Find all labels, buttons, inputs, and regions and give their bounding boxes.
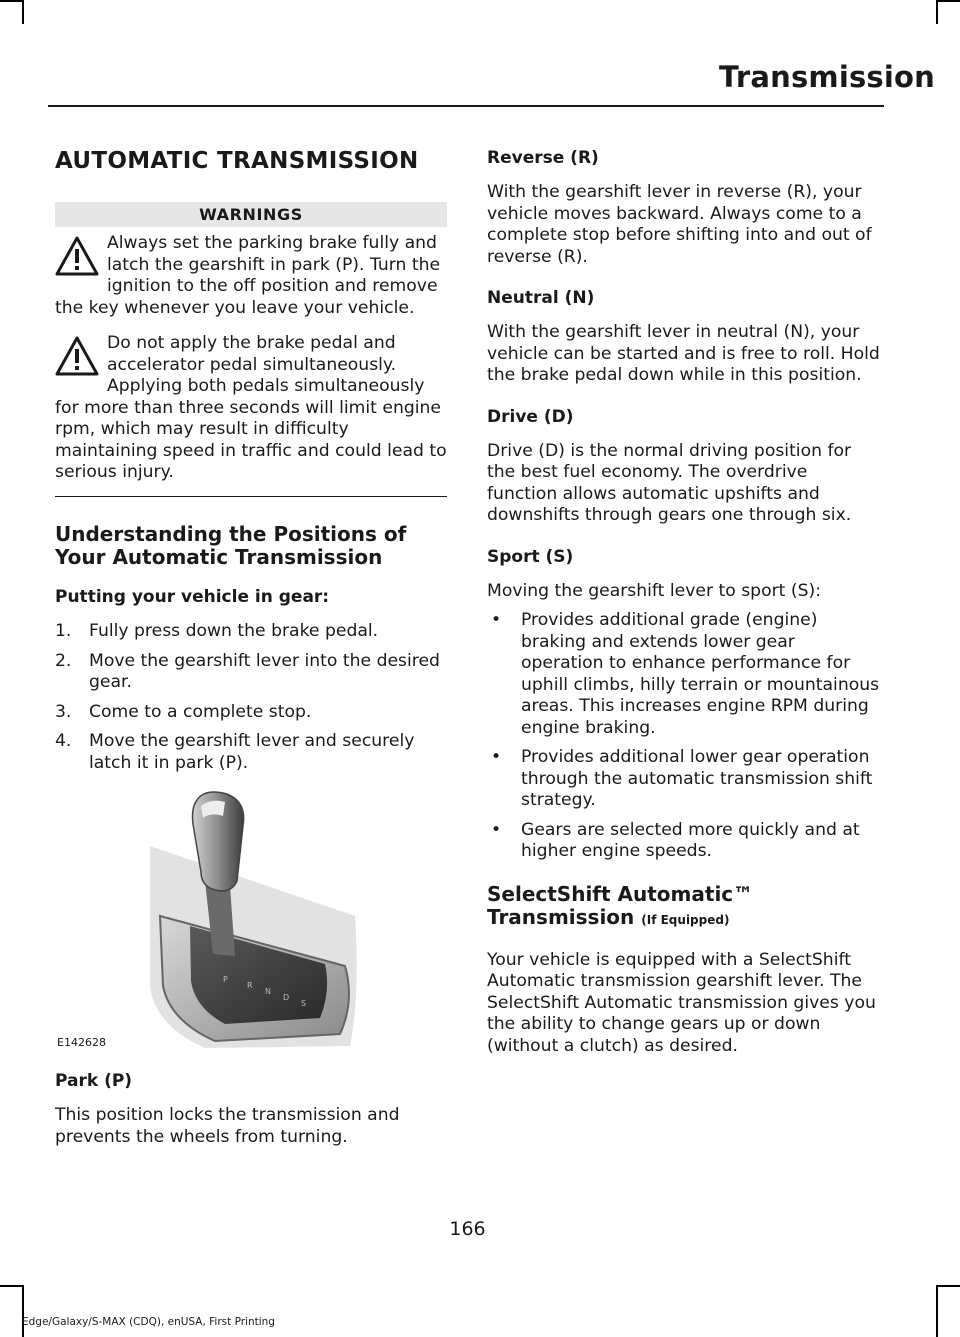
- warnings-box: [55, 202, 447, 497]
- list-item: • Provides additional lower gear operation through the automatic transmission shift strategy.: [487, 747, 882, 812]
- gear-letter: R: [247, 981, 253, 990]
- neutral-text: With the gearshift lever in neutral (N), your vehicle can be started and is free to roll. Hold the brake pedal down while in this position.: [487, 322, 880, 385]
- sport-bullets: [487, 610, 882, 863]
- gear-heading: Putting your vehicle in gear:: [55, 587, 330, 607]
- list-item: 1. Fully press down the brake pedal.: [55, 621, 379, 641]
- warnings-heading: WARNINGS: [55, 202, 447, 227]
- selectshift-heading: SelectShift Automatic™ Transmission (If Equipped): [487, 881, 754, 929]
- gearshift-figure: [55, 786, 447, 1061]
- sport-heading: Sport (S): [487, 546, 574, 567]
- crop-mark: [22, 0, 24, 24]
- gearshift-lever-illustration: [55, 786, 447, 1061]
- park-heading: Park (P): [55, 1071, 133, 1091]
- right-column: [487, 140, 882, 1071]
- park-text: This position locks the transmission and prevents the wheels from turning.: [55, 1105, 400, 1147]
- crop-mark: [938, 1285, 960, 1287]
- if-equipped-note: (If Equipped): [641, 912, 730, 927]
- list-item: • Gears are selected more quickly and at higher engine speeds.: [487, 820, 882, 863]
- crop-mark: [0, 1285, 23, 1287]
- subsection-title: Understanding the Positions of Your Automatic Transmission: [55, 522, 407, 569]
- warning-item: [55, 233, 447, 319]
- header-divider: [48, 105, 884, 107]
- list-item: 4. Move the gearshift lever and securely latch it in park (P).: [55, 731, 415, 773]
- warning-item: [55, 333, 447, 484]
- warning-text: Do not apply the brake pedal and accelerator pedal simultaneously. Applying both pedals simultaneously for more than three seconds will limit engine rpm, which may result in difficulty maintaining speed in traffic and could lead to serious injury.: [55, 333, 447, 482]
- crop-mark: [938, 0, 960, 2]
- reverse-heading: Reverse (R): [487, 148, 599, 168]
- warning-text: Always set the parking brake fully and latch the gearshift in park (P). Turn the ignition to the off position and remove the key whenever you leave your vehicle.: [55, 233, 441, 318]
- reverse-text: With the gearshift lever in reverse (R), your vehicle moves backward. Always come to a complete stop before shifting into and out of reverse (R).: [487, 182, 872, 267]
- selectshift-text: Your vehicle is equipped with a SelectShift Automatic transmission gearshift lever. The SelectShift Automatic transmission gives you the ability to change gears up or down (without a clutch) as desired.: [487, 949, 876, 1056]
- list-item: 3. Come to a complete stop.: [55, 701, 312, 722]
- crop-mark: [0, 0, 23, 2]
- left-column: [55, 140, 447, 1162]
- section-title: AUTOMATIC TRANSMISSION: [55, 148, 419, 174]
- neutral-heading: Neutral (N): [487, 288, 595, 308]
- page-number: 166: [449, 1218, 486, 1240]
- gear-letter: P: [223, 975, 228, 984]
- crop-mark: [936, 0, 938, 24]
- gear-letter: S: [301, 999, 307, 1008]
- steps-list: [55, 621, 447, 774]
- gear-letter: D: [283, 993, 290, 1002]
- drive-text: Drive (D) is the normal driving position for the best fuel economy. The overdrive function allows automatic upshifts and downshifts through gears one through six.: [487, 440, 852, 525]
- drive-heading: Drive (D): [487, 406, 574, 427]
- list-item: • Provides additional grade (engine) braking and extends lower gear operation to enhance performance for uphill climbs, hilly terrain or mountainous areas. This increases engine RPM during engine braking.: [487, 610, 882, 739]
- page-header-title: Transmission: [719, 60, 935, 94]
- figure-code: E142628: [57, 1036, 106, 1049]
- warning-triangle-icon: [55, 335, 99, 377]
- warnings-divider: [55, 496, 447, 498]
- footer-text: Edge/Galaxy/S-MAX (CDQ), enUSA, First Printing: [22, 1316, 275, 1328]
- crop-mark: [936, 1285, 938, 1337]
- warning-triangle-icon: [55, 235, 99, 277]
- crop-mark: [22, 1285, 24, 1337]
- list-item: 2. Move the gearshift lever into the desired gear.: [55, 650, 440, 692]
- sport-intro: Moving the gearshift lever to sport (S):: [487, 580, 821, 601]
- gear-letter: N: [265, 987, 271, 996]
